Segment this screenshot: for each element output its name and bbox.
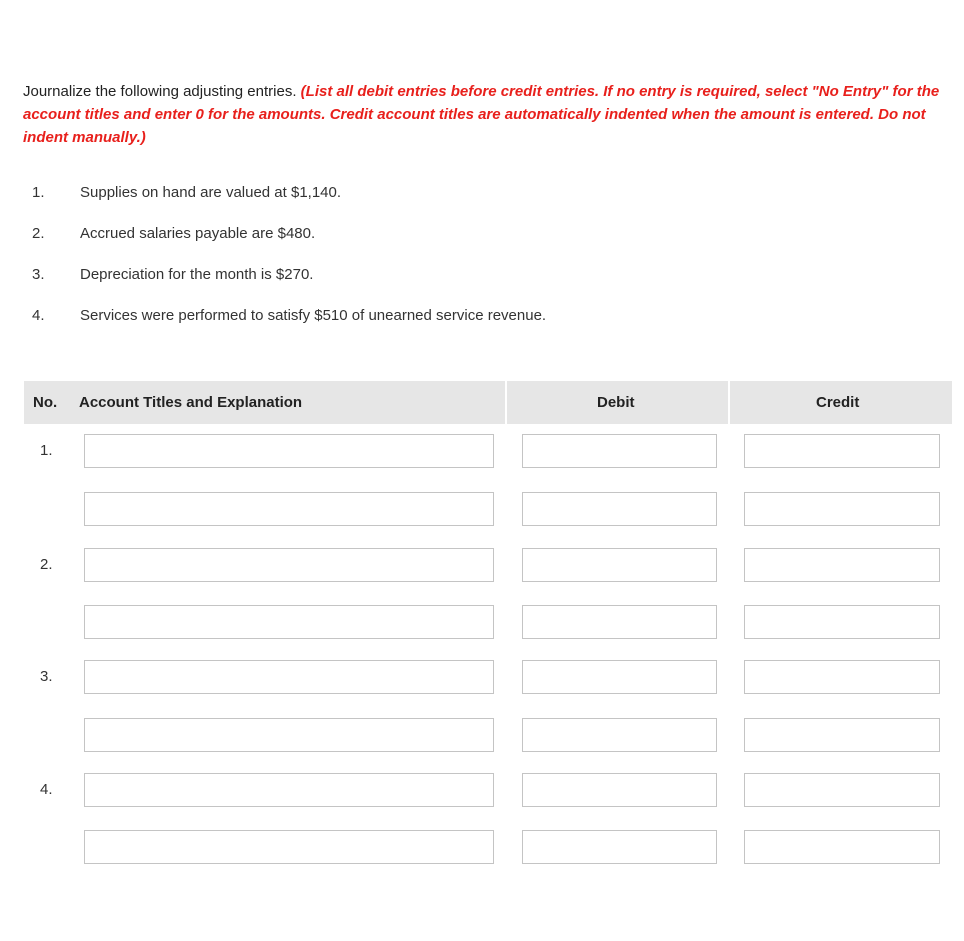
header-no: No.: [33, 394, 58, 411]
account-title-input[interactable]: [84, 660, 494, 694]
debit-amount-input[interactable]: [522, 492, 717, 526]
account-title-input[interactable]: [84, 830, 494, 864]
credit-amount-input[interactable]: [744, 773, 940, 807]
transaction-text: Depreciation for the month is $270.: [80, 266, 314, 283]
instructions: [23, 80, 953, 149]
debit-amount-input[interactable]: [522, 718, 717, 752]
debit-amount-input[interactable]: [522, 660, 717, 694]
header-credit: Credit: [816, 394, 860, 411]
debit-amount-input[interactable]: [522, 605, 717, 639]
transaction-text: Supplies on hand are valued at $1,140.: [80, 184, 342, 201]
header-divider: [505, 381, 507, 424]
account-title-input[interactable]: [84, 605, 494, 639]
account-title-input[interactable]: [84, 492, 494, 526]
instructions-lead: Journalize the following adjusting entries.: [23, 83, 297, 100]
instructions-note: (List all debit entries before credit entries. If no entry is required, select "No Entry" for the account titles and enter 0 for the amounts. Credit account titles are automatically indented when the amount is entered. Do not indent manually.): [23, 83, 940, 146]
journal-table-header: [24, 381, 952, 424]
credit-amount-input[interactable]: [744, 830, 940, 864]
debit-amount-input[interactable]: [522, 434, 717, 468]
account-title-input[interactable]: [84, 548, 494, 582]
entry-number: 3.: [40, 668, 53, 685]
transaction-number: 3.: [32, 266, 45, 283]
header-account-titles: Account Titles and Explanation: [79, 394, 303, 411]
credit-amount-input[interactable]: [744, 434, 940, 468]
transaction-text: Accrued salaries payable are $480.: [80, 225, 316, 242]
entry-number: 1.: [40, 442, 53, 459]
transaction-number: 1.: [32, 184, 45, 201]
account-title-input[interactable]: [84, 434, 494, 468]
credit-amount-input[interactable]: [744, 660, 940, 694]
header-divider: [728, 381, 730, 424]
transaction-number: 2.: [32, 225, 45, 242]
account-title-input[interactable]: [84, 773, 494, 807]
header-debit: Debit: [597, 394, 635, 411]
credit-amount-input[interactable]: [744, 492, 940, 526]
account-title-input[interactable]: [84, 718, 494, 752]
debit-amount-input[interactable]: [522, 548, 717, 582]
transaction-text: Services were performed to satisfy $510 of unearned service revenue.: [80, 307, 547, 324]
transaction-number: 4.: [32, 307, 45, 324]
credit-amount-input[interactable]: [744, 718, 940, 752]
credit-amount-input[interactable]: [744, 548, 940, 582]
entry-number: 4.: [40, 781, 53, 798]
entry-number: 2.: [40, 556, 53, 573]
debit-amount-input[interactable]: [522, 830, 717, 864]
debit-amount-input[interactable]: [522, 773, 717, 807]
credit-amount-input[interactable]: [744, 605, 940, 639]
